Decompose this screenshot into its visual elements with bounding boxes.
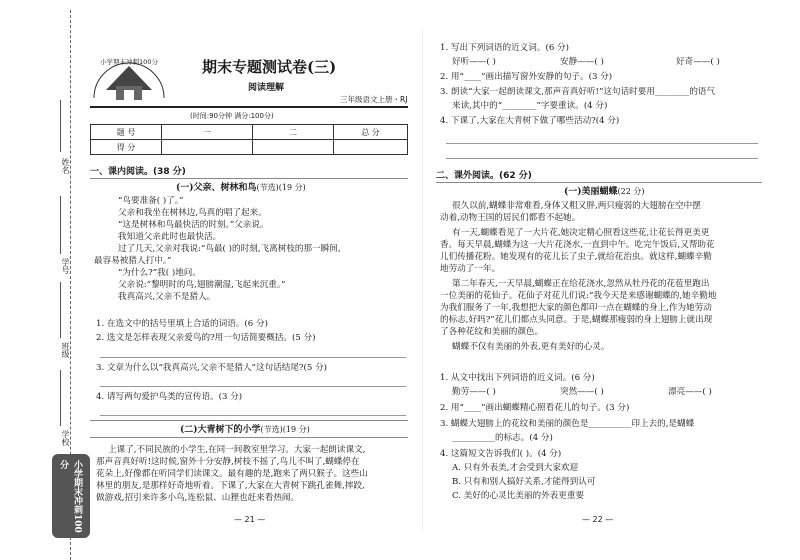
synonym-word: 勤劳——( ) bbox=[452, 387, 496, 397]
page-number-right: — 22 — bbox=[582, 515, 614, 524]
passage-line: 做游戏,招引来许多小鸟,连松鼠、山狸也赶来看热闹。 bbox=[96, 493, 300, 503]
answer-line[interactable] bbox=[100, 386, 406, 387]
question-3-2: 2. 用“____”画出蝴蝶精心照看花儿的句子。(3 分) bbox=[440, 403, 630, 413]
answer-line[interactable] bbox=[446, 143, 758, 144]
number-write-line[interactable] bbox=[60, 196, 61, 254]
option-b[interactable]: B. 只有和别人搞好关系,才能得到认可 bbox=[452, 477, 596, 487]
score-row-label: 得 分 bbox=[91, 140, 162, 155]
passage-3-note: (22 分) bbox=[617, 187, 645, 196]
score-cell[interactable] bbox=[253, 140, 334, 155]
passage-line: 香。每天早晨,蝴蝶为这一大片花浇水,一直到中午。吃完午饭后,又帮助花 bbox=[440, 240, 715, 250]
brand-badge-text: 小学期末冲刺100分 bbox=[58, 460, 82, 533]
passage-line: 我知道父亲此时也最快活。 bbox=[118, 232, 222, 242]
option-a[interactable]: A. 只有外表美,才会受到大家欢迎 bbox=[452, 463, 579, 473]
passage-line: 我真高兴,父亲不是猎人。 bbox=[118, 292, 216, 302]
question-3-3-cont: __________的标志。(4 分) bbox=[452, 433, 553, 443]
question-2-4: 4. 下课了,大家在大青树下做了哪些活动?(4 分) bbox=[440, 116, 620, 126]
class-write-line[interactable] bbox=[60, 282, 61, 338]
synonym-word: 漂亮——( ) bbox=[668, 387, 712, 397]
synonym-word: 好听——( ) bbox=[452, 57, 496, 67]
side-label-number: 学号 bbox=[61, 258, 70, 274]
answer-line[interactable] bbox=[446, 158, 758, 159]
passage-line: “鸟要准备( )了。” bbox=[118, 196, 184, 206]
passage-2-title bbox=[180, 424, 310, 436]
page-title: 期末专题测试卷(三) bbox=[202, 58, 337, 76]
page-number-left: — 21 — bbox=[234, 515, 266, 524]
passage-1-note: (节选)(19 分) bbox=[256, 183, 306, 192]
passage-line: “为什么?”我( )地问。 bbox=[118, 268, 201, 278]
score-header: 一 bbox=[162, 125, 253, 140]
question-1-3: 3. 文章为什么以“我真高兴,父亲不是猎人”这句话结尾?(5 分) bbox=[96, 363, 328, 373]
brand-badge-vertical bbox=[52, 454, 90, 538]
passage-2-title-text: (二)大青树下的小学 bbox=[180, 425, 261, 435]
passage-line: 那声音真好听!这时候,窗外十分安静,树枝不摇了,鸟儿不叫了,蝴蝶停在 bbox=[96, 457, 360, 467]
synonym-word: 好奇——( ) bbox=[676, 57, 720, 67]
page-subtitle: 阅读理解 bbox=[248, 83, 285, 93]
passage-line: 父亲说:“黎明时的鸟,翅膀潮湿,飞起来沉重。” bbox=[118, 280, 286, 290]
passage-line: 很久以前,蝴蝶非常难看,身体又粗又胖,两只瘦弱的大翅膀在空中摆 bbox=[452, 201, 701, 211]
score-table-header-row bbox=[91, 125, 408, 140]
logo-text: 小学期末冲刺100分 bbox=[100, 58, 158, 66]
time-info: (时间:90分钟 满分:100分) bbox=[190, 112, 274, 120]
header-divider bbox=[90, 106, 408, 108]
section-2-rule bbox=[436, 182, 762, 183]
section-1-heading: 一、课内阅读。(38 分) bbox=[90, 167, 186, 177]
passage-3-body bbox=[440, 200, 716, 353]
score-header: 总 分 bbox=[334, 125, 408, 140]
passage-line: 过了几天,父亲对我说:“鸟最( )的时刻,飞离树枝的那一瞬间, bbox=[118, 244, 341, 254]
section-2-heading: 二、课外阅读。(62 分) bbox=[436, 171, 532, 181]
question-3-4: 4. 这篇短文告诉我们( )。(4 分) bbox=[440, 449, 562, 459]
passage-line: 林里的朋友,是那样好奇地听着。下课了,大家在大青树下跳孔雀舞,摔跤, bbox=[96, 481, 365, 491]
passage-3-title-text: (一)美丽蝴蝶 bbox=[564, 187, 618, 197]
passage-1-title bbox=[176, 182, 306, 194]
name-write-line[interactable] bbox=[60, 100, 61, 152]
passage-line: 地劳动了一年。 bbox=[440, 264, 501, 274]
score-table-row bbox=[91, 140, 408, 155]
passage-line: 一位美丽的花仙子。花仙子对花儿们说:“我今天是来感谢蝴蝶的,她辛勤地 bbox=[440, 291, 717, 301]
passage-line: 有一天,蝴蝶看见了一大片花,她决定精心照看这些花,让花长得更美更 bbox=[452, 228, 710, 238]
grade-info: 三年级语文上册・RJ bbox=[340, 95, 408, 104]
option-c[interactable]: C. 美好的心灵比美丽的外表更重要 bbox=[452, 491, 585, 501]
school-write-line[interactable] bbox=[60, 370, 61, 426]
question-1-4: 4. 请写两句爱护鸟类的宣传语。(3 分) bbox=[96, 392, 243, 402]
passage-line: “这是树林和鸟最快活的时刻。”父亲说。 bbox=[118, 220, 269, 230]
passage-line: 儿们传播花粉。她发现有的花儿长了虫子,就给花治虫。就这样,蝴蝶辛勤 bbox=[440, 252, 712, 262]
synonym-word: 安静——( ) bbox=[560, 57, 604, 67]
question-3-1: 1. 从文中找出下列词语的近义词。(6 分) bbox=[440, 373, 595, 383]
passage-line: 为我们服务了一年,我想把大家的颜色都印一点在蝴蝶的身上,作为她劳动 bbox=[440, 303, 712, 313]
side-label-name: 姓名 bbox=[61, 158, 70, 174]
score-header: 二 bbox=[253, 125, 334, 140]
question-2-3: 3. 朗读“大家一起朗读课文,那声音真好听!”这句话时要用________的语气 bbox=[440, 87, 716, 97]
question-2-3-cont: 来读,其中的“________”字要重读。(4 分) bbox=[452, 101, 608, 111]
passage-line: 第二年春天,一天早晨,蝴蝶正在给花浇水,忽然从牡丹花的花苞里跑出 bbox=[452, 279, 710, 289]
question-3-3: 3. 蝴蝶大翅膀上的花纹和美丽的颜色是__________印上去的,是蝴蝶 bbox=[440, 419, 695, 429]
question-2-2: 2. 用“____”画出描写窗外安静的句子。(3 分) bbox=[440, 72, 613, 82]
answer-line[interactable] bbox=[100, 357, 406, 358]
passage-1-body bbox=[94, 195, 341, 303]
score-table bbox=[90, 124, 408, 155]
passage-line: 蝴蝶不仅有美丽的外表,更有美好的心灵。 bbox=[452, 342, 610, 352]
answer-line[interactable] bbox=[100, 415, 406, 416]
question-2-1: 1. 写出下列词语的近义词。(6 分) bbox=[440, 43, 569, 53]
binding-strip bbox=[0, 0, 84, 560]
passage-2-note: (节选)(19 分) bbox=[260, 425, 310, 434]
passage-line: 了各种花纹和美丽的颜色。 bbox=[440, 327, 544, 337]
passage-3-title bbox=[564, 186, 645, 198]
passage-line: 上课了,不同民族的小学生,在同一间教室里学习。大家一起朗读课文, bbox=[108, 445, 366, 455]
question-1-1: 1. 在选文中的括号里填上合适的词语。(6 分) bbox=[96, 319, 268, 329]
passage-2-rule-bottom bbox=[90, 437, 408, 438]
section-1-rule bbox=[90, 178, 408, 179]
score-cell[interactable] bbox=[162, 140, 253, 155]
side-label-class: 班级 bbox=[61, 342, 70, 358]
brand-logo bbox=[86, 56, 172, 106]
passage-line: 花朵上,好像都在听同学们读课文。最有趣的是,跑来了两只猴子。这些山 bbox=[96, 469, 368, 479]
page-gutter bbox=[422, 30, 423, 530]
passage-1-title-text: (一)父亲、树林和鸟 bbox=[176, 183, 257, 193]
passage-line: 的标志,好吗?”花儿们都点头同意。于是,蝴蝶那瘦弱的身上翅膀上就出现 bbox=[440, 315, 713, 325]
passage-2-rule-top bbox=[90, 420, 408, 421]
passage-2-body bbox=[96, 444, 368, 504]
question-1-2: 2. 选文是怎样表现父亲爱鸟的?用一句话简要概括。(5 分) bbox=[96, 333, 316, 343]
side-label-school: 学校 bbox=[61, 430, 70, 446]
score-cell[interactable] bbox=[334, 140, 408, 155]
passage-line: 父亲和我坐在树林边,鸟真的唱了起来。 bbox=[118, 208, 267, 218]
synonym-word: 突然——( ) bbox=[560, 387, 604, 397]
passage-line: 最容易被猎人打中。” bbox=[94, 256, 172, 266]
score-header: 题 号 bbox=[91, 125, 162, 140]
passage-line: 动着,动物王国的居民们都看不起她。 bbox=[440, 213, 581, 223]
